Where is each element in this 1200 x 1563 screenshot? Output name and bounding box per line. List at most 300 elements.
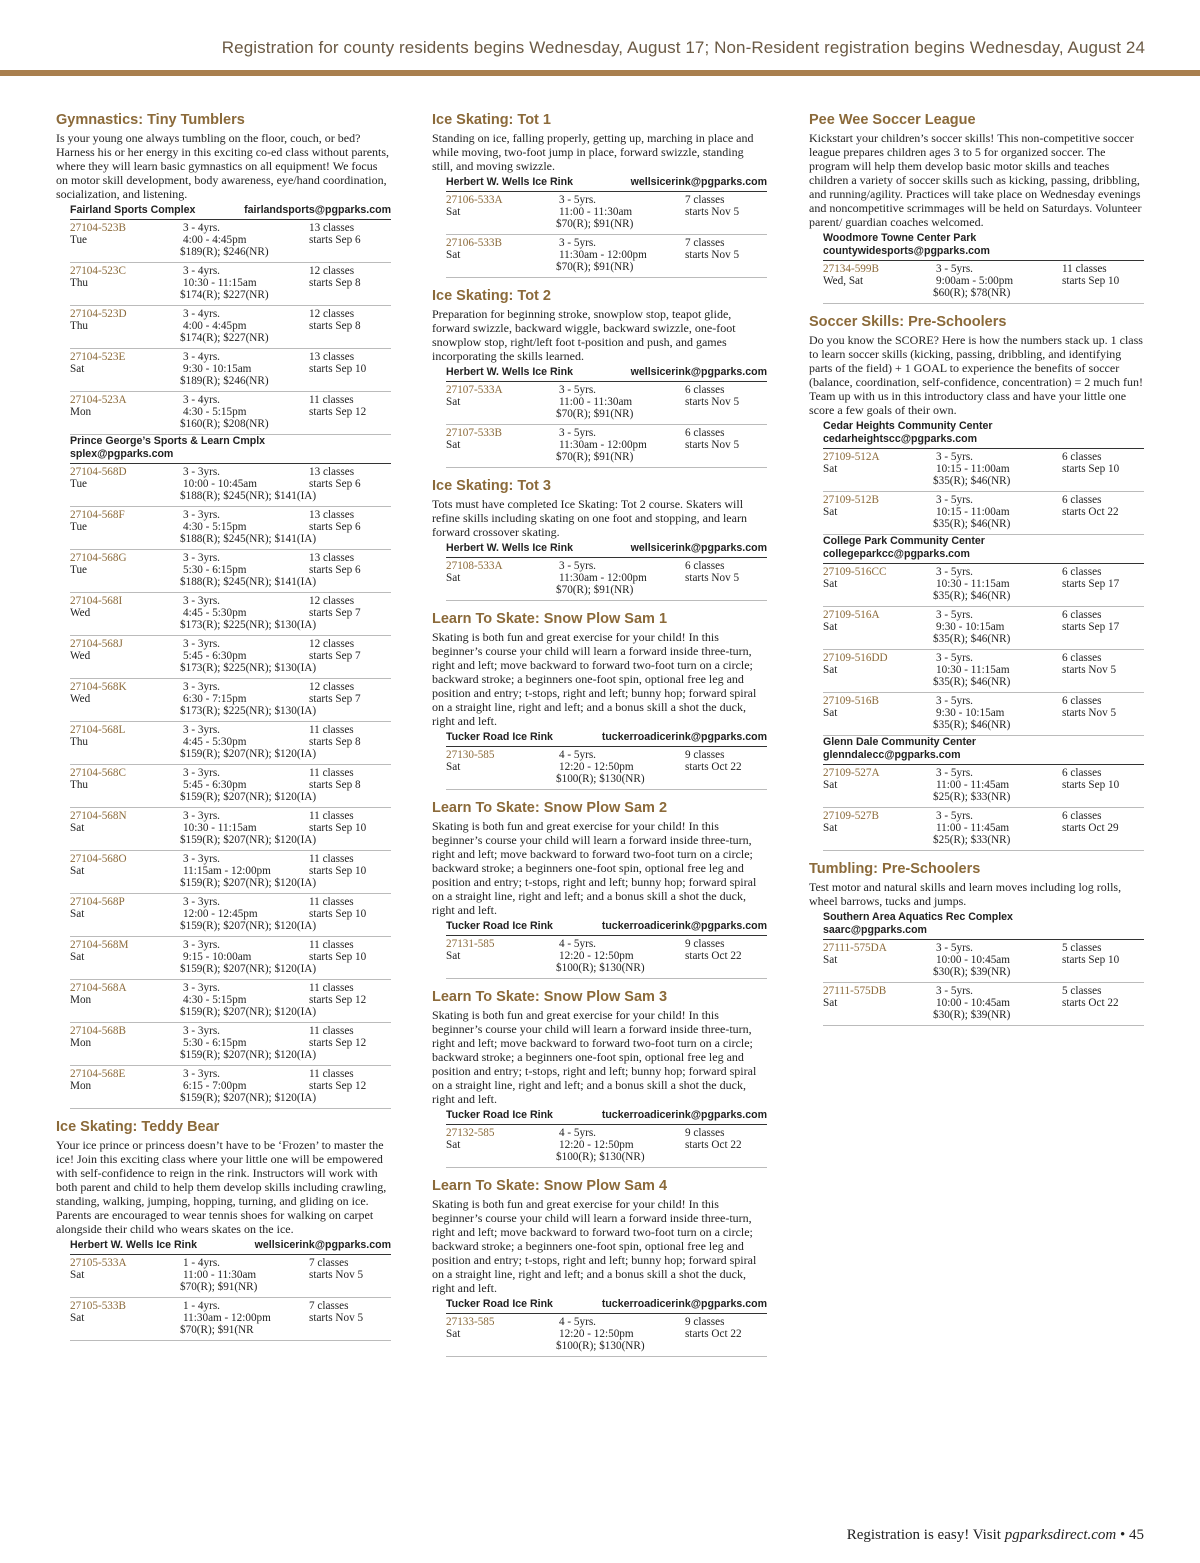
location-name: Woodmore Towne Center Park [823, 232, 977, 244]
class-count: 6 classes [1062, 451, 1102, 463]
class-count: 6 classes [1062, 494, 1102, 506]
class-count: 9 classes [685, 938, 725, 950]
class-fee: $159(R); $207(NR); $120(IA) [180, 748, 317, 760]
class-start-date: starts Nov 5 [309, 1269, 364, 1281]
class-row [70, 593, 391, 636]
class-row [70, 1298, 391, 1341]
program-description: Preparation for beginning stroke, snowplow stop, teapot glide, forward swizzle, backward wiggle, backward swizzle, one-foot snowplow stop, right/left foot t-position and push, and games incorporating the skills learned. [432, 307, 736, 363]
class-code: 27104-523D [70, 308, 127, 320]
class-row [70, 808, 391, 851]
class-age-range: 3 - 5yrs. [936, 810, 973, 822]
footer-separator: • [1119, 1527, 1126, 1543]
class-time: 11:00 - 11:30am [559, 396, 633, 408]
class-time: 10:00 - 10:45am [183, 478, 257, 490]
class-time: 4:30 - 5:15pm [183, 994, 247, 1006]
class-day: Mon [70, 994, 92, 1006]
class-day: Tue [70, 521, 87, 533]
class-code: 27107-533B [446, 427, 502, 439]
class-row [446, 1314, 767, 1357]
location-email-link[interactable]: tuckerroadicerink@pgparks.com [601, 731, 767, 743]
footer-visit: Visit [972, 1527, 1001, 1543]
class-row [823, 808, 1144, 851]
location-email-link[interactable]: splex@pgparks.com [70, 448, 174, 460]
location-name: Prince George’s Sports & Learn Cmplx [70, 435, 266, 447]
location-header [446, 1298, 767, 1314]
class-row [823, 492, 1144, 535]
location-name: Herbert W. Wells Ice Rink [446, 366, 573, 378]
class-age-range: 3 - 3yrs. [183, 982, 220, 994]
class-time: 11:30am - 12:00pm [559, 249, 647, 261]
program-description: Test motor and natural skills and learn moves including log rolls, wheel barrows, tucks and jumps. [809, 880, 1122, 908]
class-code: 27104-568E [70, 1068, 126, 1080]
class-code: 27130-585 [446, 749, 495, 761]
class-day: Sat [823, 664, 838, 676]
location-email-link[interactable]: cedarheightscc@pgparks.com [823, 433, 977, 445]
location-name: Tucker Road Ice Rink [446, 1109, 553, 1121]
class-fee: $35(R); $46(NR) [933, 719, 1011, 731]
location-header [823, 911, 1144, 940]
class-age-range: 3 - 5yrs. [936, 695, 973, 707]
class-code: 27104-523B [70, 222, 126, 234]
program-section [56, 1119, 391, 1341]
class-day: Wed [70, 693, 91, 705]
program-section [56, 112, 391, 1109]
location-email-link[interactable]: wellsicerink@pgparks.com [630, 366, 767, 378]
location-name: Tucker Road Ice Rink [446, 1298, 553, 1310]
class-start-date: starts Nov 5 [685, 396, 740, 408]
program-title: Gymnastics: Tiny Tumblers [56, 112, 245, 128]
class-fee: $159(R); $207(NR); $120(IA) [180, 877, 317, 889]
class-age-range: 3 - 3yrs. [183, 939, 220, 951]
class-day: Sat [70, 822, 85, 834]
class-code: 27104-568B [70, 1025, 126, 1037]
class-row [446, 558, 767, 601]
header-rule [0, 70, 1200, 76]
footer-lead: Registration is easy! [846, 1527, 970, 1543]
class-fee: $159(R); $207(NR); $120(IA) [180, 791, 317, 803]
location-name: Tucker Road Ice Rink [446, 920, 553, 932]
class-start-date: starts Oct 22 [685, 761, 742, 773]
program-section [432, 989, 767, 1168]
class-row [446, 382, 767, 425]
class-time: 11:00 - 11:30am [183, 1269, 257, 1281]
program-description: Skating is both fun and great exercise for your child! In this beginner’s course your child will learn a forward inside three-turn, right and left; move backward to forward two-foot turn on a circle; backward stroke; a beginners one-foot spin, optional free leg and position and entry; t-stops, right and left; bunny hop; forward spiral on a straight line, right and left; and a bonus skill a shot the duck, right and left. [432, 819, 757, 917]
class-count: 6 classes [1062, 810, 1102, 822]
class-fee: $60(R); $78(NR) [933, 287, 1011, 299]
class-count: 6 classes [685, 427, 725, 439]
class-age-range: 3 - 5yrs. [936, 652, 973, 664]
class-fee: $35(R); $46(NR) [933, 518, 1011, 530]
class-code: 27104-568M [70, 939, 129, 951]
class-count: 6 classes [1062, 609, 1102, 621]
class-age-range: 1 - 4yrs. [183, 1300, 220, 1312]
program-title: Soccer Skills: Pre-Schoolers [809, 314, 1007, 330]
class-count: 11 classes [1062, 263, 1107, 275]
class-fee: $30(R); $39(NR) [933, 966, 1011, 978]
class-fee: $188(R); $245(NR); $141(IA) [180, 490, 317, 502]
class-count: 6 classes [685, 560, 725, 572]
class-age-range: 3 - 3yrs. [183, 509, 220, 521]
class-count: 11 classes [309, 1025, 354, 1037]
class-start-date: starts Oct 22 [1062, 506, 1119, 518]
location-email-link[interactable]: collegeparkcc@pgparks.com [823, 548, 970, 560]
class-count: 9 classes [685, 1316, 725, 1328]
class-count: 7 classes [309, 1257, 349, 1269]
class-row [70, 1066, 391, 1109]
class-age-range: 3 - 5yrs. [936, 566, 973, 578]
class-time: 4:45 - 5:30pm [183, 607, 247, 619]
class-time: 12:20 - 12:50pm [559, 1139, 634, 1151]
location-email-link[interactable]: wellsicerink@pgparks.com [630, 176, 767, 188]
class-time: 9:15 - 10:00am [183, 951, 252, 963]
class-row [70, 636, 391, 679]
footer-url-link[interactable]: pgparksdirect.com [1004, 1527, 1117, 1543]
class-age-range: 3 - 3yrs. [183, 681, 220, 693]
class-row [70, 894, 391, 937]
class-row [823, 693, 1144, 736]
program-title: Ice Skating: Teddy Bear [56, 1119, 220, 1135]
class-row [446, 747, 767, 790]
class-fee: $70(R); $91(NR) [180, 1281, 258, 1293]
class-fee: $188(R); $245(NR); $141(IA) [180, 576, 317, 588]
class-age-range: 3 - 4yrs. [183, 351, 220, 363]
location-name: Southern Area Aquatics Rec Complex [823, 911, 1013, 923]
class-start-date: starts Sep 7 [309, 693, 361, 705]
class-day: Sat [70, 908, 85, 920]
location-name: College Park Community Center [823, 535, 985, 547]
class-code: 27106-533B [446, 237, 502, 249]
class-time: 11:30am - 12:00pm [559, 572, 647, 584]
class-time: 4:30 - 5:15pm [183, 521, 247, 533]
class-code: 27104-568D [70, 466, 127, 478]
location-name: Herbert W. Wells Ice Rink [446, 542, 573, 554]
class-age-range: 3 - 5yrs. [936, 494, 973, 506]
class-time: 10:15 - 11:00am [936, 506, 1010, 518]
class-start-date: starts Nov 5 [1062, 664, 1117, 676]
location-email-link[interactable]: tuckerroadicerink@pgparks.com [601, 920, 767, 932]
class-row [823, 983, 1144, 1026]
class-code: 27109-527B [823, 810, 879, 822]
class-day: Thu [70, 779, 89, 791]
location-name: Glenn Dale Community Center [823, 736, 977, 748]
class-time: 5:45 - 6:30pm [183, 650, 247, 662]
class-time: 10:15 - 11:00am [936, 463, 1010, 475]
program-description: Kickstart your children’s soccer skills! This non-competitive soccer league prepares children ages 3 to 5 for organized soccer. The program will help them develop basic motor skills and teaches children a variety of soccer skills such as kicking, passing, dribbling, and running/agility. Practices will take place on Wednesday evenings and noncompetitive scrimmages will be held on Saturdays. Volunteer parent/ guardian coaches welcomed. [809, 131, 1142, 229]
program-section [809, 314, 1144, 851]
class-count: 6 classes [685, 384, 725, 396]
location-email-link[interactable]: tuckerroadicerink@pgparks.com [601, 1298, 767, 1310]
class-fee: $173(R); $225(NR); $130(IA) [180, 662, 317, 674]
class-day: Mon [70, 1037, 92, 1049]
class-fee: $35(R); $46(NR) [933, 676, 1011, 688]
class-day: Sat [446, 950, 461, 962]
class-time: 4:00 - 4:45pm [183, 320, 247, 332]
class-row [70, 1255, 391, 1298]
class-code: 27106-533A [446, 194, 503, 206]
location-email-link[interactable]: countywidesports@pgparks.com [823, 245, 990, 257]
location-email-link[interactable]: fairlandsports@pgparks.com [244, 204, 391, 216]
class-code: 27133-585 [446, 1316, 495, 1328]
class-start-date: starts Oct 22 [685, 950, 742, 962]
class-age-range: 3 - 3yrs. [183, 1025, 220, 1037]
class-row [446, 192, 767, 235]
class-start-date: starts Sep 10 [309, 865, 367, 877]
class-day: Sat [446, 1328, 461, 1340]
class-fee: $70(R); $91(NR) [556, 408, 634, 420]
program-section [432, 288, 767, 468]
class-start-date: starts Sep 10 [1062, 463, 1120, 475]
class-start-date: starts Sep 6 [309, 564, 361, 576]
class-time: 9:00am - 5:00pm [936, 275, 1014, 287]
class-row [70, 679, 391, 722]
class-code: 27109-527A [823, 767, 880, 779]
location-name: Herbert W. Wells Ice Rink [446, 176, 573, 188]
class-count: 11 classes [309, 767, 354, 779]
page-footer [847, 1527, 1144, 1544]
class-fee: $189(R); $246(NR) [180, 246, 269, 258]
class-fee: $173(R); $225(NR); $130(IA) [180, 705, 317, 717]
class-count: 7 classes [685, 194, 725, 206]
class-day: Thu [70, 320, 89, 332]
class-count: 13 classes [309, 351, 355, 363]
class-day: Sat [446, 396, 461, 408]
class-day: Sat [446, 1139, 461, 1151]
class-fee: $70(R); $91(NR [180, 1324, 254, 1336]
location-email-link[interactable]: glenndalecc@pgparks.com [823, 749, 961, 761]
class-fee: $100(R); $130(NR) [556, 773, 645, 785]
class-age-range: 3 - 5yrs. [936, 985, 973, 997]
class-code: 27104-568C [70, 767, 126, 779]
class-fee: $25(R); $33(NR) [933, 791, 1011, 803]
class-code: 27109-516A [823, 609, 880, 621]
class-day: Sat [446, 206, 461, 218]
class-start-date: starts Sep 10 [309, 363, 367, 375]
class-start-date: starts Sep 12 [309, 1080, 367, 1092]
class-code: 27104-568I [70, 595, 123, 607]
class-fee: $100(R); $130(NR) [556, 1340, 645, 1352]
location-header [823, 232, 1144, 261]
program-description: Skating is both fun and great exercise for your child! In this beginner’s course your child will learn a forward inside three-turn, right and left; move backward to forward two-foot turn on a circle; backward stroke; a beginners one-foot spin, optional free leg and position and entry; t-stops, right and left; bunny hop; forward spiral on a straight line, right and left; and a bonus skill a shot the duck, right and left. [432, 630, 757, 728]
class-age-range: 3 - 5yrs. [936, 767, 973, 779]
class-row [446, 425, 767, 468]
program-title: Ice Skating: Tot 1 [432, 112, 551, 128]
class-time: 10:30 - 11:15am [936, 578, 1010, 590]
class-fee: $174(R); $227(NR) [180, 332, 269, 344]
location-header [446, 731, 767, 747]
class-code: 27111-575DA [823, 942, 887, 954]
class-code: 27104-523A [70, 394, 127, 406]
class-fee: $35(R); $46(NR) [933, 633, 1011, 645]
class-start-date: starts Sep 10 [309, 951, 367, 963]
class-row [823, 449, 1144, 492]
class-code: 27111-575DB [823, 985, 887, 997]
class-day: Mon [70, 1080, 92, 1092]
class-code: 27104-568F [70, 509, 125, 521]
class-age-range: 3 - 4yrs. [183, 394, 220, 406]
class-age-range: 3 - 3yrs. [183, 638, 220, 650]
class-time: 11:00 - 11:30am [559, 206, 633, 218]
class-time: 11:30am - 12:00pm [559, 439, 647, 451]
class-age-range: 3 - 3yrs. [183, 724, 220, 736]
class-start-date: starts Sep 17 [1062, 621, 1120, 633]
class-start-date: starts Sep 12 [309, 994, 367, 1006]
class-count: 13 classes [309, 552, 355, 564]
class-start-date: starts Sep 10 [1062, 779, 1120, 791]
class-code: 27104-523E [70, 351, 126, 363]
class-day: Thu [70, 736, 89, 748]
location-header [823, 535, 1144, 564]
class-row [70, 550, 391, 593]
class-code: 27109-512A [823, 451, 880, 463]
location-header [70, 1239, 391, 1255]
class-day: Sat [446, 439, 461, 451]
class-age-range: 3 - 3yrs. [183, 810, 220, 822]
location-email-link[interactable]: wellsicerink@pgparks.com [254, 1239, 391, 1251]
class-day: Sat [823, 997, 838, 1009]
class-age-range: 3 - 5yrs. [936, 609, 973, 621]
class-row [70, 392, 391, 435]
class-start-date: starts Sep 7 [309, 650, 361, 662]
class-time: 4:30 - 5:15pm [183, 406, 247, 418]
location-header [70, 435, 391, 464]
class-fee: $35(R); $46(NR) [933, 590, 1011, 602]
class-time: 4:45 - 5:30pm [183, 736, 247, 748]
class-code: 27104-568K [70, 681, 127, 693]
class-age-range: 4 - 5yrs. [559, 1127, 596, 1139]
program-description: Standing on ice, falling properly, getting up, marching in place and while moving, two-foot jump in place, forward swizzle, standing still, and moving swizzle. [432, 131, 754, 173]
class-fee: $70(R); $91(NR) [556, 218, 634, 230]
class-count: 9 classes [685, 1127, 725, 1139]
class-code: 27109-512B [823, 494, 879, 506]
class-time: 5:30 - 6:15pm [183, 1037, 247, 1049]
class-row [70, 507, 391, 550]
class-time: 10:30 - 11:15am [936, 664, 1010, 676]
class-code: 27105-533B [70, 1300, 126, 1312]
column-middle [432, 112, 767, 1367]
class-row [70, 349, 391, 392]
class-start-date: starts Nov 5 [685, 249, 740, 261]
class-start-date: starts Sep 10 [309, 908, 367, 920]
class-day: Tue [70, 478, 87, 490]
class-age-range: 3 - 3yrs. [183, 466, 220, 478]
class-row [446, 936, 767, 979]
class-time: 11:00 - 11:45am [936, 779, 1010, 791]
program-section [432, 1178, 767, 1357]
class-time: 9:30 - 10:15am [936, 707, 1005, 719]
class-count: 6 classes [1062, 695, 1102, 707]
class-start-date: starts Sep 17 [1062, 578, 1120, 590]
class-code: 27134-599B [823, 263, 879, 275]
class-count: 7 classes [309, 1300, 349, 1312]
program-description: Skating is both fun and great exercise for your child! In this beginner’s course your child will learn a forward inside three-turn, right and left; move backward to forward two-foot turn on a circle; backward stroke; a beginners one-foot spin, optional free leg and position and entry; t-stops, right and left; bunny hop; forward spiral on a straight line, right and left; and a bonus skill a shot the duck, right and left. [432, 1008, 757, 1106]
class-start-date: starts Sep 10 [309, 822, 367, 834]
program-description: Is your young one always tumbling on the floor, couch, or bed? Harness his or her energy in this exciting co-ed class without parents, where they will learn basic gymnastics on all equipment! We focus on motor skill development, body awareness, eye/hand coordination, socialization, and listening. [56, 131, 390, 201]
location-header [823, 736, 1144, 765]
class-code: 27104-568J [70, 638, 123, 650]
class-age-range: 3 - 3yrs. [183, 552, 220, 564]
class-fee: $30(R); $39(NR) [933, 1009, 1011, 1021]
class-row [70, 220, 391, 263]
class-time: 5:30 - 6:15pm [183, 564, 247, 576]
class-start-date: starts Nov 5 [685, 206, 740, 218]
class-age-range: 3 - 3yrs. [183, 1068, 220, 1080]
class-row [70, 937, 391, 980]
class-time: 11:15am - 12:00pm [183, 865, 271, 877]
location-header [446, 1109, 767, 1125]
program-title: Ice Skating: Tot 3 [432, 478, 551, 494]
program-title: Learn To Skate: Snow Plow Sam 4 [432, 1178, 668, 1194]
class-time: 5:45 - 6:30pm [183, 779, 247, 791]
class-count: 11 classes [309, 853, 354, 865]
class-start-date: starts Sep 12 [309, 1037, 367, 1049]
class-fee: $70(R); $91(NR) [556, 584, 634, 596]
class-count: 11 classes [309, 982, 354, 994]
class-time: 10:30 - 11:15am [183, 822, 257, 834]
program-section [432, 478, 767, 601]
column-right [809, 112, 1144, 1036]
location-email-link[interactable]: tuckerroadicerink@pgparks.com [601, 1109, 767, 1121]
location-header [446, 542, 767, 558]
program-description: Your ice prince or princess doesn’t have to be ‘Frozen’ to master the ice! Join this exciting class where your little one will be empowered with self-confidence to reign in the rink. Instructors will work with both parent and child to help them develop skills including crawling, standing, walking, jumping, hopping, turning, and gliding on ice. Parents are encouraged to wear tennis shoes for walking on carpet alongside their child who wears skates on the ice. [56, 1138, 387, 1236]
class-row [823, 261, 1144, 304]
class-start-date: starts Oct 22 [685, 1139, 742, 1151]
class-day: Mon [70, 406, 92, 418]
class-age-range: 3 - 5yrs. [559, 384, 596, 396]
program-description: Tots must have completed Ice Skating: Tot 2 course. Skaters will refine skills including skating on one foot and stopping, and learn forward crossover skating. [432, 497, 747, 539]
class-start-date: starts Oct 22 [685, 1328, 742, 1340]
class-day: Sat [823, 954, 838, 966]
class-age-range: 4 - 5yrs. [559, 938, 596, 950]
class-day: Sat [70, 865, 85, 877]
class-day: Sat [70, 951, 85, 963]
class-count: 12 classes [309, 681, 355, 693]
class-code: 27104-523C [70, 265, 126, 277]
class-day: Wed [70, 650, 91, 662]
class-age-range: 3 - 4yrs. [183, 265, 220, 277]
class-count: 12 classes [309, 265, 355, 277]
class-day: Sat [823, 707, 838, 719]
class-day: Sat [823, 779, 838, 791]
location-email-link[interactable]: saarc@pgparks.com [823, 924, 927, 936]
class-time: 9:30 - 10:15am [936, 621, 1005, 633]
class-age-range: 3 - 3yrs. [183, 853, 220, 865]
class-start-date: starts Nov 5 [685, 572, 740, 584]
class-start-date: starts Sep 6 [309, 478, 361, 490]
class-age-range: 3 - 3yrs. [183, 767, 220, 779]
class-fee: $188(R); $245(NR); $141(IA) [180, 533, 317, 545]
class-row [70, 306, 391, 349]
class-row [446, 235, 767, 278]
class-code: 27109-516B [823, 695, 879, 707]
class-fee: $35(R); $46(NR) [933, 475, 1011, 487]
class-fee: $159(R); $207(NR); $120(IA) [180, 963, 317, 975]
class-age-range: 4 - 5yrs. [559, 749, 596, 761]
location-email-link[interactable]: wellsicerink@pgparks.com [630, 542, 767, 554]
class-start-date: starts Nov 5 [309, 1312, 364, 1324]
class-count: 6 classes [1062, 767, 1102, 779]
location-name: Tucker Road Ice Rink [446, 731, 553, 743]
program-title: Learn To Skate: Snow Plow Sam 3 [432, 989, 668, 1005]
class-row [70, 263, 391, 306]
class-start-date: starts Oct 22 [1062, 997, 1119, 1009]
program-section [432, 611, 767, 790]
location-header [446, 920, 767, 936]
program-section [809, 112, 1144, 304]
class-age-range: 3 - 4yrs. [183, 308, 220, 320]
class-day: Wed, Sat [823, 275, 864, 287]
class-day: Sat [70, 363, 85, 375]
class-age-range: 3 - 5yrs. [559, 194, 596, 206]
